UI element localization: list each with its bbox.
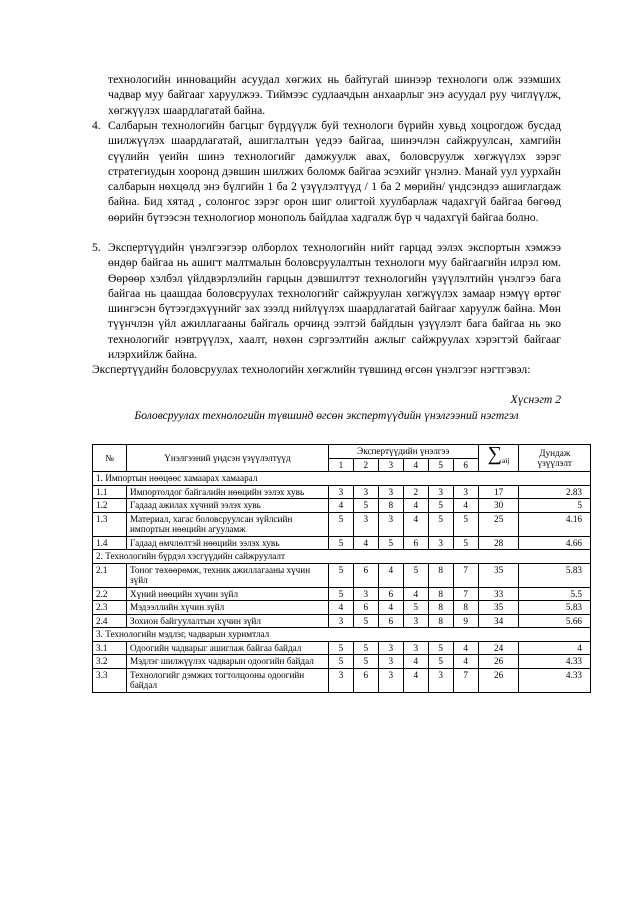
- table-row: [93, 587, 591, 601]
- expert-score-1: 4: [328, 601, 353, 615]
- expert-score-1: 5: [328, 563, 353, 587]
- expert-score-1: 5: [328, 536, 353, 550]
- evaluation-table: [92, 444, 591, 693]
- expert-score-6: 9: [453, 614, 478, 628]
- expert-score-3: 3: [378, 655, 403, 669]
- expert-score-4: 4: [403, 587, 428, 601]
- header-expert-4: 4: [403, 458, 428, 472]
- summary-paragraph: Экспертүүдийн боловсруулах технологийн хөгжлийн түвшинд өгсөн үнэлгээг нэгтгэвэл:: [92, 363, 531, 376]
- row-indicator: Одоогийн чадварыг ашиглаж байгаа байдал: [127, 641, 329, 655]
- row-sum: 35: [478, 601, 519, 615]
- table-row: [93, 485, 591, 499]
- expert-score-6: 7: [453, 668, 478, 692]
- row-indicator: Импортолдог байгалийн нөөцийн ээлэх хувь: [127, 485, 329, 499]
- row-number: 1.1: [93, 485, 127, 499]
- table-label: Хүснэгт 2: [510, 393, 561, 406]
- expert-score-4: 3: [403, 614, 428, 628]
- item-5-paragraph: Экспертүүдийн үнэлгээгээр олборлох технологийн нийт гарцад ээлэх экспортын хэмжээ өндөр байгаа нь ашигт малтмалын боловсруулалтын технологи муу байгаагийн илрэл юм. Өөрөөр хэлбэл үйлдвэрлэлийн гарцын дэвшилтэт технологийн үзүүлэлтийн үнэлгээ бага байгаа нь цаашдаа боловсруулах технологийг сайжруулан хөгжүүлэх замаар нэмүү өртөг шингэсэн бүтээгдэхүүнийг зах зээлд нийлүүлэх шаардлагатай байгааг харуулж байна. Мөн түүнчлэн үйл ажиллагааны байгаль орчинд ээлтэй байдлын үзүүлэлт бага байгаа нь эко технологийг нэвтрүүлэх, хаалт, нөхөн сэргээлтийн ажлыг сайжруулах хэрэгтэй байгааг илэрхийлж байна.: [108, 241, 561, 362]
- expert-score-6: 7: [453, 587, 478, 601]
- expert-score-5: 3: [428, 485, 453, 499]
- header-expert-1: 1: [328, 458, 353, 472]
- expert-score-3: 3: [378, 641, 403, 655]
- expert-score-3: 3: [378, 512, 403, 536]
- row-indicator: Материал, хагас боловсруулсан зүйлсийн импортын нөөцийн агууламж: [127, 512, 329, 536]
- expert-score-6: 3: [453, 485, 478, 499]
- section-row: [93, 628, 591, 642]
- section-title: 2. Технологийн бүрдэл хэсгүүдийн сайжруулалт: [93, 550, 591, 564]
- row-sum: 30: [478, 499, 519, 513]
- expert-score-6: 5: [453, 512, 478, 536]
- expert-score-2: 6: [353, 563, 378, 587]
- row-indicator: Гадаад өмчлөлтэй нөөцийн ээлэх хувь: [127, 536, 329, 550]
- expert-score-6: 4: [453, 655, 478, 669]
- section-row: [93, 550, 591, 564]
- section-title: 1. Импортын нөөцөөс хамаарах хамаарал: [93, 472, 591, 486]
- expert-score-4: 6: [403, 536, 428, 550]
- table-row: [93, 655, 591, 669]
- expert-score-2: 3: [353, 512, 378, 536]
- header-indicator: Үнэлгээний үндсэн үзүүлэлтүүд: [127, 445, 329, 472]
- table-body: [93, 472, 591, 693]
- expert-score-4: 4: [403, 655, 428, 669]
- expert-score-3: 4: [378, 563, 403, 587]
- row-average: 5.83: [519, 601, 591, 615]
- row-sum: 17: [478, 485, 519, 499]
- row-indicator: Мэдээллийн хүчин зүйл: [127, 601, 329, 615]
- expert-score-5: 5: [428, 499, 453, 513]
- sum-symbol: ∑: [487, 443, 502, 466]
- row-number: 3.1: [93, 641, 127, 655]
- row-number: 2.4: [93, 614, 127, 628]
- expert-score-6: 4: [453, 641, 478, 655]
- expert-score-5: 5: [428, 641, 453, 655]
- expert-score-5: 3: [428, 536, 453, 550]
- expert-score-4: 3: [403, 641, 428, 655]
- row-sum: 34: [478, 614, 519, 628]
- expert-score-3: 3: [378, 485, 403, 499]
- expert-score-1: 4: [328, 499, 353, 513]
- expert-score-4: 4: [403, 512, 428, 536]
- row-number: 2.3: [93, 601, 127, 615]
- expert-score-1: 5: [328, 587, 353, 601]
- sum-subscript: aij: [501, 456, 510, 466]
- row-number: 1.4: [93, 536, 127, 550]
- expert-score-1: 5: [328, 641, 353, 655]
- expert-score-1: 5: [328, 655, 353, 669]
- header-expert-2: 2: [353, 458, 378, 472]
- expert-score-2: 5: [353, 499, 378, 513]
- row-sum: 26: [478, 655, 519, 669]
- expert-score-3: 8: [378, 499, 403, 513]
- expert-score-6: 7: [453, 563, 478, 587]
- expert-score-5: 8: [428, 563, 453, 587]
- row-number: 1.2: [93, 499, 127, 513]
- row-average: 4.33: [519, 655, 591, 669]
- expert-score-4: 4: [403, 499, 428, 513]
- expert-score-2: 5: [353, 641, 378, 655]
- header-experts: Экспертүүдийн үнэлгээ: [328, 445, 478, 459]
- row-sum: 24: [478, 641, 519, 655]
- row-number: 1.3: [93, 512, 127, 536]
- row-indicator: Гадаад ажилах хүчний ээлэх хувь: [127, 499, 329, 513]
- expert-score-5: 5: [428, 512, 453, 536]
- row-number: 2.1: [93, 563, 127, 587]
- table-caption: Боловсруулах технологийн түвшинд өгсөн экспертүүдийн үнэлгээний нэгтгэл: [134, 409, 519, 422]
- row-average: 2.83: [519, 485, 591, 499]
- expert-score-2: 4: [353, 536, 378, 550]
- table-row: [93, 668, 591, 692]
- row-sum: 33: [478, 587, 519, 601]
- row-indicator: Технологийг дэмжих тогтолцооны одоогийн байдал: [127, 668, 329, 692]
- expert-score-2: 6: [353, 668, 378, 692]
- row-average: 5.83: [519, 563, 591, 587]
- header-average: Дундаж үзүүлэлт: [519, 445, 591, 472]
- row-sum: 35: [478, 563, 519, 587]
- row-average: 4.33: [519, 668, 591, 692]
- row-indicator: Тоног төхөөрөмж, техник ажиллагааны хүчин зүйл: [127, 563, 329, 587]
- expert-score-4: 5: [403, 601, 428, 615]
- row-average: 4.16: [519, 512, 591, 536]
- section-row: [93, 472, 591, 486]
- row-indicator: Хүний нөөцийн хүчин зүйл: [127, 587, 329, 601]
- expert-score-1: 3: [328, 485, 353, 499]
- header-number: №: [93, 445, 127, 472]
- table-row: [93, 601, 591, 615]
- expert-score-5: 3: [428, 668, 453, 692]
- expert-score-5: 5: [428, 655, 453, 669]
- table-row: [93, 641, 591, 655]
- row-number: 2.2: [93, 587, 127, 601]
- row-indicator: Мэдлэг шилжүүлэх чадварын одоогийн байдал: [127, 655, 329, 669]
- row-sum: 28: [478, 536, 519, 550]
- expert-score-6: 8: [453, 601, 478, 615]
- expert-score-4: 4: [403, 668, 428, 692]
- expert-score-4: 2: [403, 485, 428, 499]
- row-sum: 25: [478, 512, 519, 536]
- row-average: 4.66: [519, 536, 591, 550]
- section-title: 3. Технологийн мэдлэг, чадварын хуримтлал: [93, 628, 591, 642]
- expert-score-3: 6: [378, 614, 403, 628]
- row-average: 4: [519, 641, 591, 655]
- table-row: [93, 499, 591, 513]
- expert-score-4: 5: [403, 563, 428, 587]
- expert-score-3: 3: [378, 668, 403, 692]
- header-expert-6: 6: [453, 458, 478, 472]
- expert-score-5: 8: [428, 601, 453, 615]
- row-average: 5.66: [519, 614, 591, 628]
- row-sum: 26: [478, 668, 519, 692]
- header-sum: [478, 445, 519, 472]
- expert-score-3: 5: [378, 536, 403, 550]
- header-expert-5: 5: [428, 458, 453, 472]
- expert-score-5: 8: [428, 614, 453, 628]
- expert-score-1: 5: [328, 512, 353, 536]
- header-expert-3: 3: [378, 458, 403, 472]
- expert-score-3: 6: [378, 587, 403, 601]
- expert-score-5: 8: [428, 587, 453, 601]
- expert-score-6: 5: [453, 536, 478, 550]
- expert-score-2: 6: [353, 601, 378, 615]
- table-row: [93, 614, 591, 628]
- row-average: 5: [519, 499, 591, 513]
- item-4-number: 4.: [92, 119, 101, 132]
- expert-score-1: 3: [328, 614, 353, 628]
- expert-score-3: 4: [378, 601, 403, 615]
- table-row: [93, 512, 591, 536]
- expert-score-2: 5: [353, 655, 378, 669]
- row-indicator: Зохион байгуулалтын хүчин зүйл: [127, 614, 329, 628]
- item-4-paragraph: Салбарын технологийн багцыг бүрдүүлж буй технологи бүрийн хувьд хоцрогдож бусдад шилжүүлэх шаардлагатай, ашиглалтын үедээ байгаа, шинэчлэн сайжруулсан, хамгийн сүүлийн үеийн шинэ технологийг дамжуулж авах, боловсруулж хөгжүүлэх зэрэг стратегиудын хооронд дэвшин шилжих боломж байгаа эсэхийг үнэлнэ. Манай уул уурхайн салбарын нөхцөлд энэ бүлгийн 1 ба 2 үзүүлэлтүүд / 1 ба 2 мөрийн/ үндсэндээ ашиглагдаж байна. Бид хятад , солонгос зэрэг орон шиг олигтой хуулбарлаж чадахгүй байгаа бөгөөд өөрийн бүтээсэн технологиор монополь байдлаа хадгалж бүр ч чадахгүй байгаа болно.: [108, 119, 561, 224]
- item-5-number: 5.: [92, 241, 101, 254]
- expert-score-2: 3: [353, 485, 378, 499]
- row-number: 3.3: [93, 668, 127, 692]
- expert-score-2: 5: [353, 614, 378, 628]
- expert-score-1: 3: [328, 668, 353, 692]
- intro-paragraph: технологийн инновацийн асуудал хөгжих нь байтугай шинээр технологи олж эзэмших чадвар муу байгааг харуулжээ. Тиймээс судлаачдын анхаарлыг энэ асуудал руу чиглүүлж, хөгжүүлэх шаардлагатай байна.: [108, 73, 561, 117]
- expert-score-2: 3: [353, 587, 378, 601]
- row-number: 3.2: [93, 655, 127, 669]
- expert-score-6: 4: [453, 499, 478, 513]
- table-row: [93, 536, 591, 550]
- row-average: 5.5: [519, 587, 591, 601]
- table-row: [93, 563, 591, 587]
